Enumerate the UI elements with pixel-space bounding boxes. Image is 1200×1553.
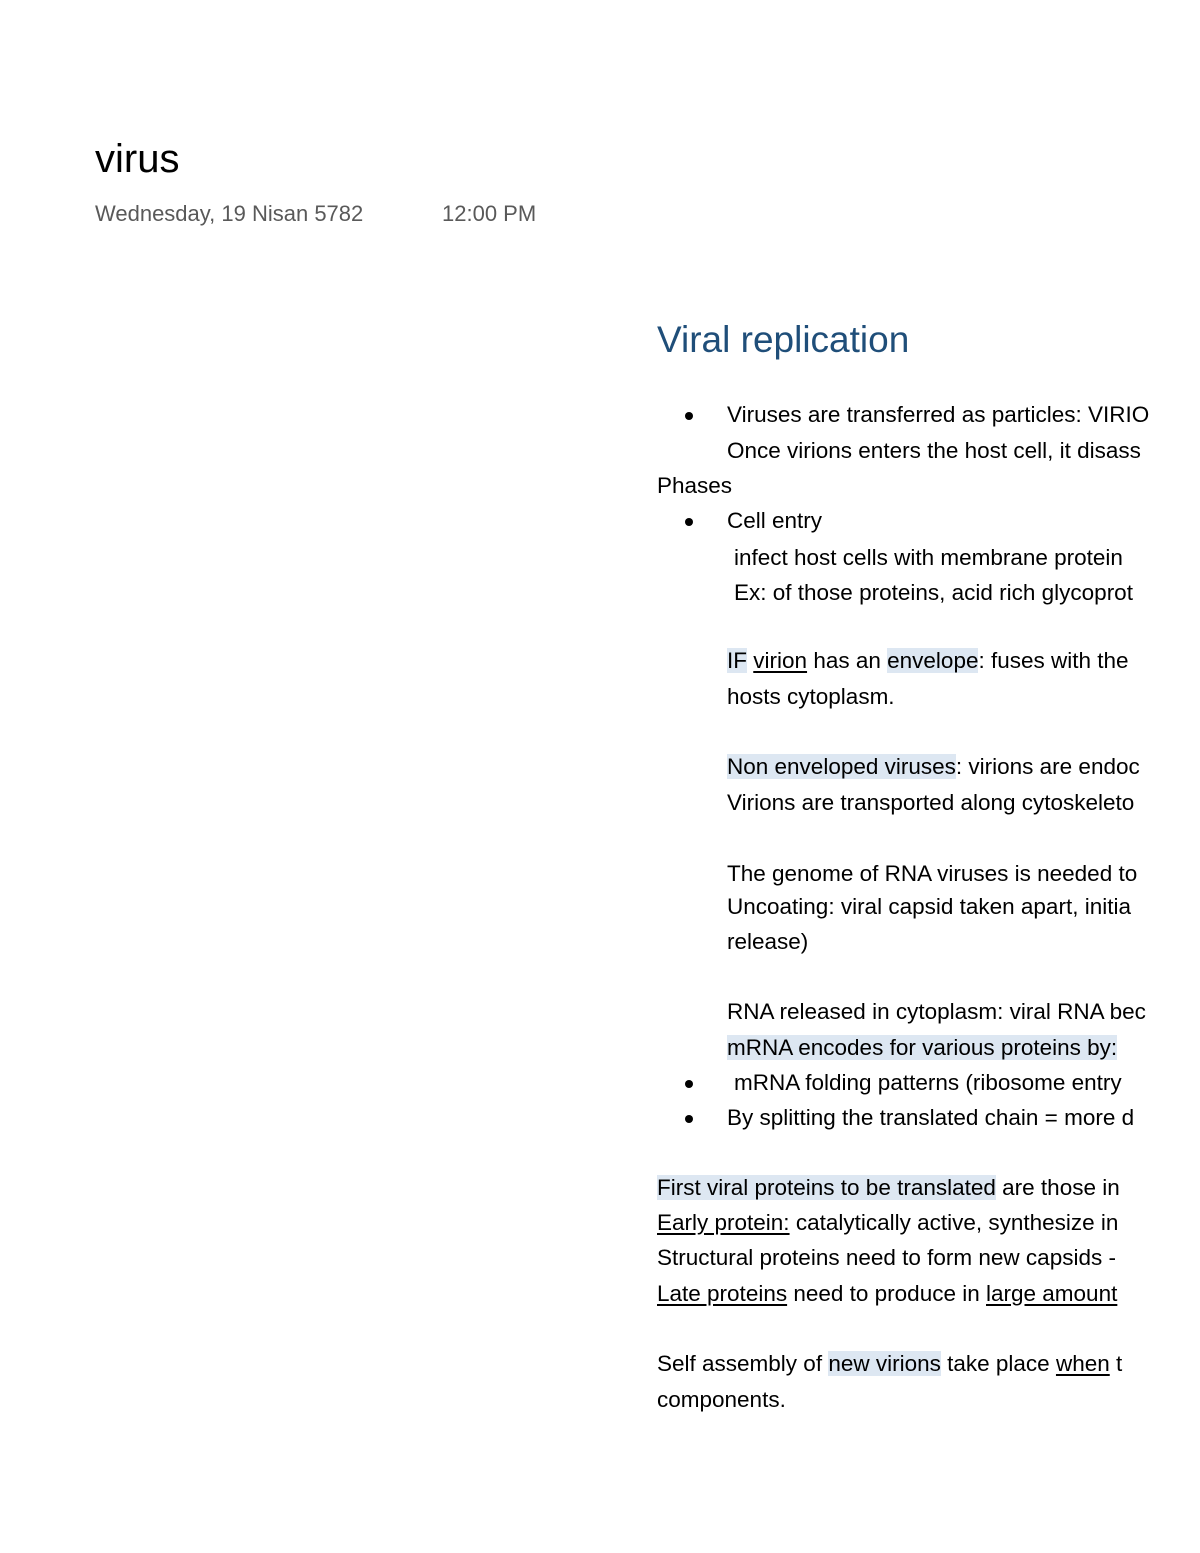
first-viral-rest: are those in xyxy=(995,1175,1120,1200)
bullet-viruses-line1: Viruses are transferred as particles: VIRIO xyxy=(727,402,1150,427)
if-highlight: IF xyxy=(727,648,747,673)
rna-line1: RNA released in cytoplasm: viral RNA bec xyxy=(727,999,1146,1024)
early-protein-rest: catalytically active, synthesize in xyxy=(789,1210,1119,1235)
sub-bullet-item: By splitting the translated chain = more d xyxy=(727,1105,1135,1130)
late-proteins-line xyxy=(657,1279,1117,1309)
cell-entry-line1: infect host cells with membrane protein xyxy=(734,545,1123,570)
envelope-para-line2: hosts cytoplasm. xyxy=(727,684,895,709)
genome-line2: Uncoating: viral capsid taken apart, initia xyxy=(727,894,1131,919)
structural-proteins-line: Structural proteins need to form new capsids - xyxy=(657,1245,1116,1270)
genome-line3: release) xyxy=(727,929,809,954)
first-viral-highlight: First viral proteins to be translated xyxy=(657,1175,996,1200)
when-underlined: when xyxy=(1055,1351,1110,1376)
early-protein-line xyxy=(657,1208,1118,1238)
envelope-rest: : fuses with the xyxy=(978,648,1129,673)
rna-line2 xyxy=(727,1033,1117,1063)
note-content xyxy=(657,0,1200,1553)
sub-bullet-item: mRNA folding patterns (ribosome entry xyxy=(734,1070,1122,1095)
bullet-dot xyxy=(685,1080,693,1088)
non-enveloped-rest: : virions are endoc xyxy=(955,754,1140,779)
new-virions-highlight: new virions xyxy=(828,1351,941,1376)
envelope-para-line1 xyxy=(727,646,1129,676)
assembly-line1 xyxy=(657,1349,1122,1379)
late-proteins-mid: need to produce in xyxy=(787,1281,986,1306)
assembly-mid: take place xyxy=(940,1351,1056,1376)
large-amount-underlined: large amount xyxy=(986,1281,1118,1306)
bullet-viruses-line2: Once virions enters the host cell, it disass xyxy=(727,438,1141,463)
non-enveloped-line2: Virions are transported along cytoskeleto xyxy=(727,790,1135,815)
section-heading: Viral replication xyxy=(657,319,910,360)
phases-label: Phases xyxy=(657,473,733,498)
has-an-text: has an xyxy=(813,648,881,673)
bullet-dot xyxy=(685,518,693,526)
page-date: Wednesday, 19 Nisan 5782 xyxy=(95,201,364,226)
envelope-highlight: envelope xyxy=(887,648,979,673)
bullet-dot xyxy=(685,1115,693,1123)
cell-entry-line2: Ex: of those proteins, acid rich glycoprot xyxy=(734,580,1133,605)
cell-entry-label: Cell entry xyxy=(727,508,823,533)
assembly-end: t xyxy=(1109,1351,1123,1376)
page-time: 12:00 PM xyxy=(442,201,537,226)
genome-line1: The genome of RNA viruses is needed to xyxy=(727,861,1138,886)
early-protein-label: Early protein: xyxy=(657,1210,790,1235)
first-viral-line xyxy=(657,1173,1120,1203)
mrna-encodes-highlight: mRNA encodes for various proteins by: xyxy=(727,1035,1118,1060)
virion-underlined: virion xyxy=(753,648,808,673)
bullet-dot xyxy=(685,412,693,420)
assembly-start: Self assembly of xyxy=(657,1351,829,1376)
non-enveloped-highlight: Non enveloped viruses xyxy=(727,754,956,779)
page-title: virus xyxy=(95,137,180,181)
late-proteins-label: Late proteins xyxy=(657,1281,788,1306)
assembly-line2: components. xyxy=(657,1387,786,1412)
non-enveloped-line1 xyxy=(727,752,1140,782)
